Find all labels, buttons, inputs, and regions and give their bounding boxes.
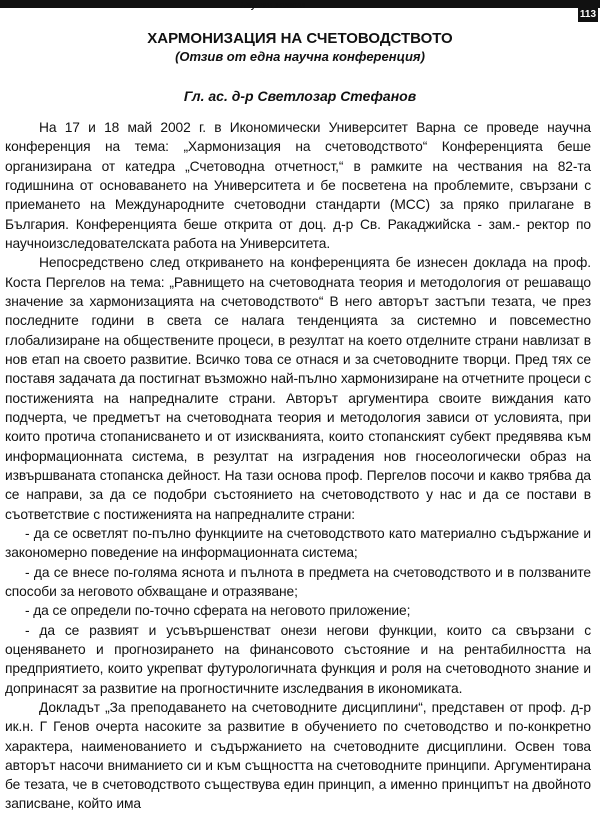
list-item: - да се осветлят по-пълно функциите на счетоводството като материално съдържание и закономерно поведение на информационната система; [5, 525, 591, 561]
list-item: - да се развият и усъвършенстват онези негови функции, които са свързани с оценяването и прогнозирането на финансовото състояние и на рентабилността на предприятието, които укрепват футурологичната функция и роля на счетоводното знание и допринасят за развитие на прогностичните изследвания в икономиката. [5, 622, 591, 696]
article-title: ХАРМОНИЗАЦИЯ НА СЧЕТОВОДСТВОТО [147, 30, 453, 47]
running-title: Научен живот [240, 0, 306, 10]
article-subtitle: (Отзив от една научна конференция) [175, 49, 425, 64]
article-author: Гл. ас. д-р Светлозар Стефанов [183, 88, 417, 104]
paragraph-pergelov-report: Непосредствено след откриването на конференцията бе изнесен доклада на проф. Коста Пергелов на тема: „Равнището на счетоводната теория и методология от решаващо значение за хармонизацията на счетоводството“ В него авторът застъпи тезата, че през последните години в света се налага тенденцията за системно и повсеместно глобализиране на обществените процеси, в резултат на което отделните страни навлизат в нов етап на своето развитие. Всичко това се отнася и за счетоводните творци. Пред тях се поставя задачата да постигнат възможно най-пълно хармонизиране на отчетните процеси с постиженията на напредналите страни. Авторът аргументира своите виждания като подчерта, че предметът на счетоводната теория и методология зависи от условията, при които протича стопанисването и от изискванията, които стопанският субект предявява към информационната система, в резултат на изградения нов гносеологически образ на извършваната стопанска дейност. На тази основа проф. Пергелов посочи и какво трябва да се направи, за да се подобри състоянието на счетоводството у нас и да се постави в съответствие с постиженията на напредналите страни: [5, 255, 591, 522]
paragraph-genov-report: Докладът „За преподаването на счетоводните дисциплини“, представен от проф. д-р ик.н. Г Генов очерта насоките за развитие в обучението по счетоводство и по-конкретно характера, наименованието и съдържанието на счетоводните дисциплини. Освен това авторът насочи вниманието си и към същността на счетоводните принципи. Аргументирана бе тезата, че в счетоводството съществува един принцип, а именно принципът на двойното записване, който има [5, 699, 591, 812]
article-body [5, 118, 591, 814]
page-number: 113 [579, 9, 597, 20]
paragraph-intro: На 17 и 18 май 2002 г. в Икономически Университет Варна се проведе научна конференция на тема: „Хармонизация на счетоводството“ Конференцията беше организирана от катедра „Счетоводна отчетност,“ в рамките на чествания на 82-та годишнина от основаването на Университета и бе посветена на проблемите, свързани с приемането на Международните счетоводни стандарти (МСС) за пряко прилагане в България. Конференцията беше открита от доц. д-р Св. Ракаджийска - зам.- ректор по научноизследователската работа на Университета. [5, 120, 591, 251]
list-item: - да се внесе по-голяма яснота и пълнота в предмета на счетоводството и в ползваните способи за неговото обхващане и отразяване; [5, 564, 591, 599]
list-item: - да се определи по-точно сферата на неговото приложение; [25, 603, 411, 619]
